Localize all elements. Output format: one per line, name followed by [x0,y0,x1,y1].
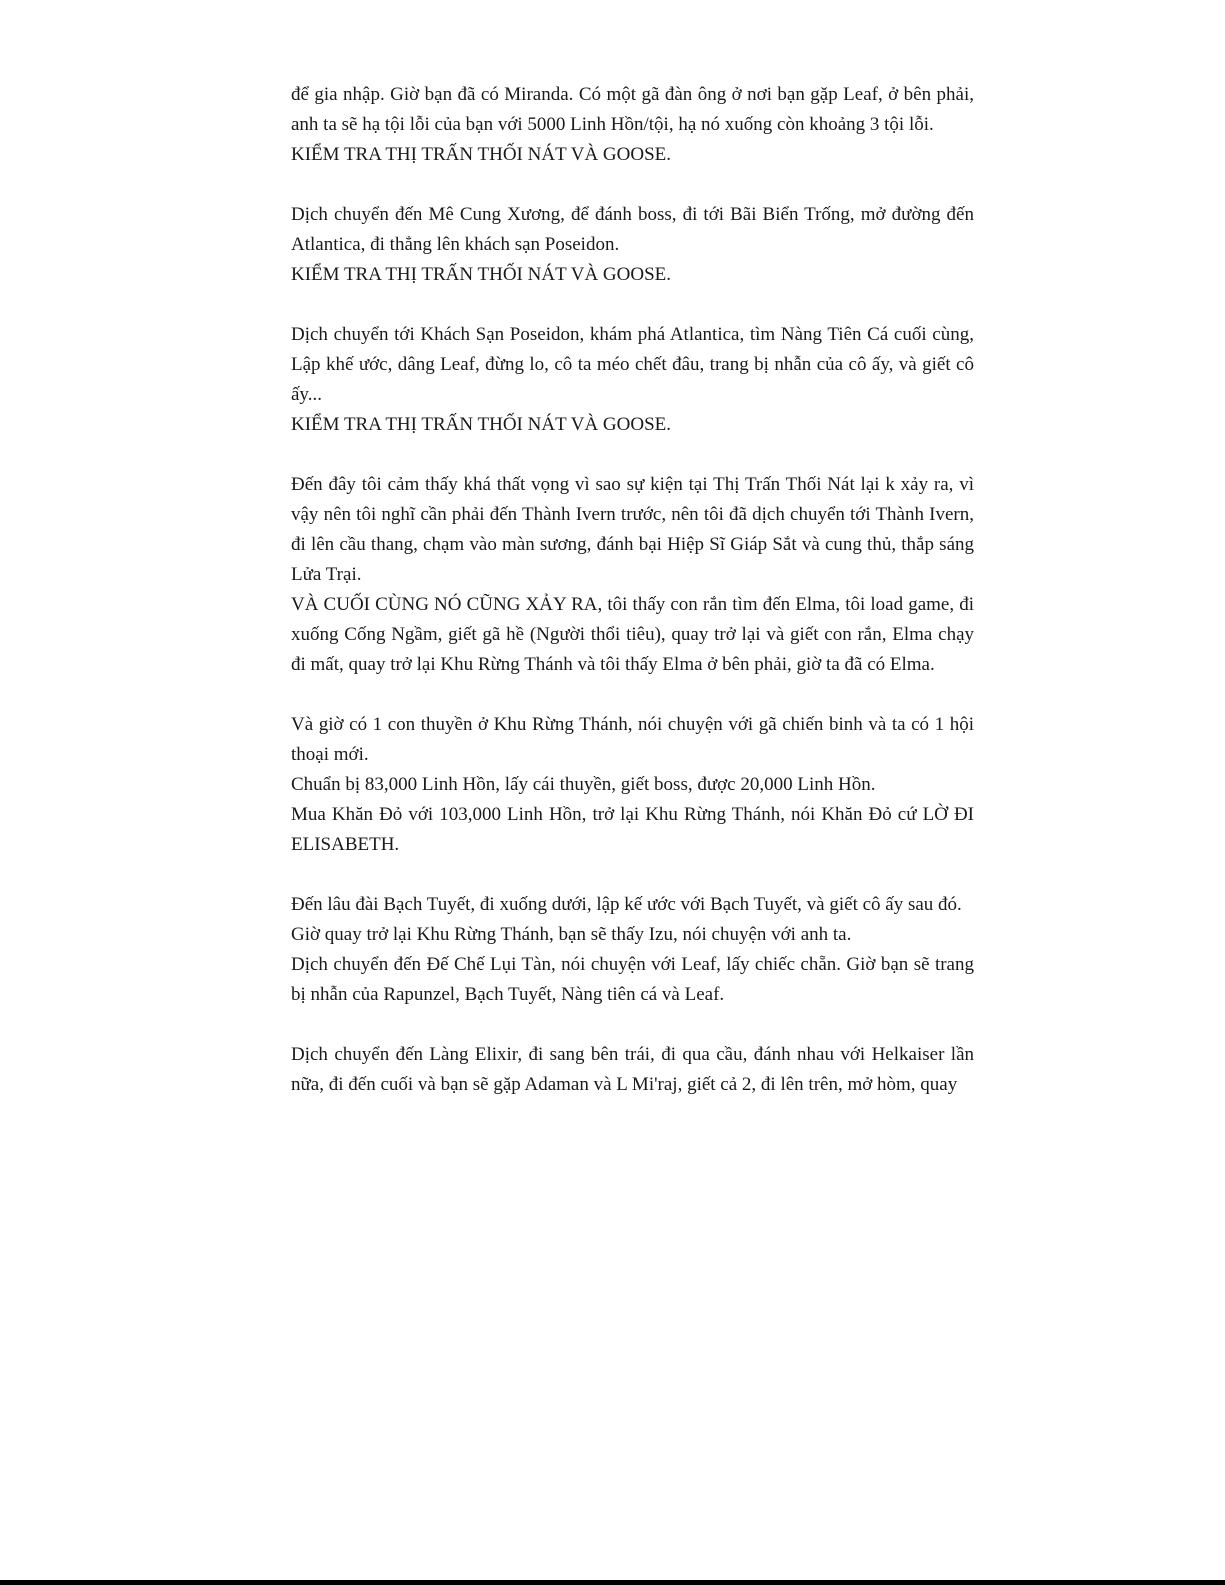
text-line: KIỂM TRA THỊ TRẤN THỐI NÁT VÀ GOOSE. [291,144,672,165]
paragraph [291,890,974,1010]
text-line: Chuẩn bị 83,000 Linh Hồn, lấy cái thuyền, giết boss, được 20,000 Linh Hồn. [291,774,876,795]
paragraph [291,470,974,680]
text-line: Dịch chuyển đến Đế Chế Lụi Tàn, nói chuyện với Leaf, lấy chiếc chẵn. Giờ bạn sẽ trang bị nhẫn của Rapunzel, Bạch Tuyết, Nàng tiên cá và Leaf. [291,954,974,1005]
text-line: Dịch chuyển đến Làng Elixir, đi sang bên trái, đi qua cầu, đánh nhau với Helkaiser lần nữa, đi đến cuối và bạn sẽ gặp Adaman và L Mi'raj, giết cả 2, đi lên trên, mở hòm, quay [291,1044,974,1095]
text-line: Đến lâu đài Bạch Tuyết, đi xuống dưới, lập kế ước với Bạch Tuyết, và giết cô ấy sau đó. [291,894,962,915]
paragraph-spacer [291,680,974,710]
text-line: KIỂM TRA THỊ TRẤN THỐI NÁT VÀ GOOSE. [291,414,672,435]
paragraph-spacer [291,440,974,470]
text-line: KIỂM TRA THỊ TRẤN THỐI NÁT VÀ GOOSE. [291,264,672,285]
paragraph-spacer [291,290,974,320]
paragraph [291,80,974,170]
paragraph-spacer [291,170,974,200]
text-line: Đến đây tôi cảm thấy khá thất vọng vì sao sự kiện tại Thị Trấn Thối Nát lại k xảy ra, vì vậy nên tôi nghĩ cần phải đến Thành Ivern trước, nên tôi đã dịch chuyển tới Thành Ivern, đi lên cầu thang, chạm vào màn sương, đánh bại Hiệp Sĩ Giáp Sắt và cung thủ, thắp sáng Lửa Trại. [291,474,974,585]
text-line: Và giờ có 1 con thuyền ở Khu Rừng Thánh, nói chuyện với gã chiến binh và ta có 1 hội thoại mới. [291,714,974,765]
text-line: Dịch chuyển tới Khách Sạn Poseidon, khám phá Atlantica, tìm Nàng Tiên Cá cuối cùng, Lập khế ước, dâng Leaf, đừng lo, cô ta méo chết đâu, trang bị nhẫn của cô ấy, và giết cô ấy... [291,324,974,405]
paragraph [291,710,974,860]
text-line: VÀ CUỐI CÙNG NÓ CŨNG XẢY RA, tôi thấy con rắn tìm đến Elma, tôi load game, đi xuống Cống Ngầm, giết gã hề (Người thổi tiêu), quay trở lại và giết con rắn, Elma chạy đi mất, quay trở lại Khu Rừng Thánh và tôi thấy Elma ở bên phải, giờ ta đã có Elma. [291,594,974,675]
text-line: để gia nhập. Giờ bạn đã có Miranda. Có một gã đàn ông ở nơi bạn gặp Leaf, ở bên phải, anh ta sẽ hạ tội lỗi của bạn với 5000 Linh Hồn/tội, hạ nó xuống còn khoảng 3 tội lỗi. [291,84,974,135]
paragraph-spacer [291,1010,974,1040]
paragraph [291,320,974,440]
paragraph [291,1040,974,1100]
page-bottom-border [0,1580,1225,1585]
paragraph-spacer [291,860,974,890]
document-body [291,80,974,1100]
text-line: Dịch chuyển đến Mê Cung Xương, để đánh boss, đi tới Bãi Biển Trống, mở đường đến Atlantica, đi thẳng lên khách sạn Poseidon. [291,204,974,255]
text-line: Mua Khăn Đỏ với 103,000 Linh Hồn, trở lại Khu Rừng Thánh, nói Khăn Đỏ cứ LỜ ĐI ELISABETH. [291,804,974,855]
text-line: Giờ quay trở lại Khu Rừng Thánh, bạn sẽ thấy Izu, nói chuyện với anh ta. [291,924,852,945]
paragraph [291,200,974,290]
